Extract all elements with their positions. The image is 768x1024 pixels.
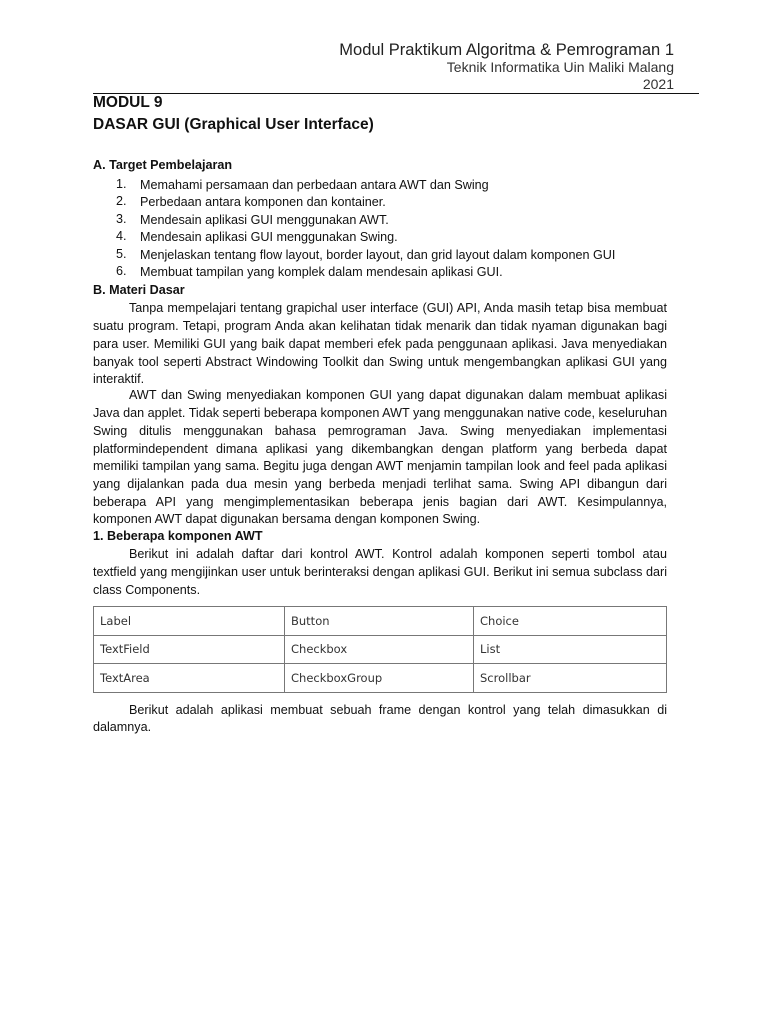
header-course-title: Modul Praktikum Algoritma & Pemrograman 1 <box>339 41 674 59</box>
module-number: MODUL 9 <box>93 94 163 111</box>
paragraph-line: platformindependent dimana aplikasi yang dikembangkan dengan platform yang berbeda dapat <box>93 442 667 456</box>
module-title: DASAR GUI (Graphical User Interface) <box>93 116 374 133</box>
paragraph-line: class Components. <box>93 583 201 597</box>
table-cell: Checkbox <box>285 635 474 664</box>
list-item-number: 1. <box>116 177 127 191</box>
table-cell: Label <box>94 607 285 636</box>
table-cell: TextArea <box>94 664 285 693</box>
header-year: 2021 <box>642 76 674 92</box>
table-cell: CheckboxGroup <box>285 664 474 693</box>
paragraph-line: textfield yang mengijinkan user untuk berinteraksi dengan aplikasi GUI. Berikut ini semua subclass dari <box>93 565 667 579</box>
list-item-number: 3. <box>116 212 127 226</box>
awt-controls-table <box>93 606 667 693</box>
table-cell: Button <box>285 607 474 636</box>
paragraph-line: para user. Memiliki GUI yang baik dapat memberi efek pada penggunaan aplikasi. Java menyediakan <box>93 337 667 351</box>
section-b-heading: B. Materi Dasar <box>93 283 185 297</box>
paragraph-line: interaktif. <box>93 372 145 386</box>
paragraph-line: Swing ditulis menggunakan bahasa pemrograman Java. Swing menyediakan implementasi <box>93 424 667 438</box>
list-item: Mendesain aplikasi GUI menggunakan AWT. <box>140 213 389 227</box>
table-cell: Scrollbar <box>474 664 667 693</box>
section-1-heading: 1. Beberapa komponen AWT <box>93 529 263 543</box>
paragraph-line: yang dijalankan pada dua mesin yang berbeda menjadi terlihat sama. Swing API dibangun dari <box>93 477 667 491</box>
paragraph-line: Berikut adalah aplikasi membuat sebuah frame dengan kontrol yang telah dimasukkan di <box>129 703 667 717</box>
paragraph-line: Java dan applet. Tidak seperti beberapa komponen AWT yang menggunakan native code, keseluruhan <box>93 406 667 420</box>
table-cell: List <box>474 635 667 664</box>
section-a-heading: A. Target Pembelajaran <box>93 158 233 172</box>
table-cell: TextField <box>94 635 285 664</box>
paragraph-line: banyak tool seperti Abstract Windowing Toolkit dan Swing untuk mengembangkan aplikasi GUI yang <box>93 355 667 369</box>
table-row <box>94 664 667 693</box>
list-item: Membuat tampilan yang komplek dalam mendesain aplikasi GUI. <box>140 265 503 279</box>
list-item: Perbedaan antara komponen dan kontainer. <box>140 195 386 209</box>
table-cell: Choice <box>474 607 667 636</box>
header-department: Teknik Informatika Uin Maliki Malang <box>446 59 674 75</box>
paragraph-line: memiliki tampilan yang sama. Begitu juga dengan AWT menjamin tampilan look and feel pada aplikasi <box>93 459 667 473</box>
list-item-number: 5. <box>116 247 127 261</box>
list-item-number: 2. <box>116 194 127 208</box>
table-row <box>94 607 667 636</box>
paragraph-line: AWT dan Swing menyediakan komponen GUI yang dapat digunakan dalam membuat aplikasi <box>129 388 667 402</box>
paragraph-line: suatu program. Tetapi, program Anda akan kelihatan tidak menarik dan tidak nyaman digunakan bagi <box>93 319 667 333</box>
list-item: Mendesain aplikasi GUI menggunakan Swing. <box>140 230 398 244</box>
list-item-number: 4. <box>116 229 127 243</box>
paragraph-line: dalamnya. <box>93 720 152 734</box>
list-item: Memahami persamaan dan perbedaan antara AWT dan Swing <box>140 178 489 192</box>
table-row <box>94 635 667 664</box>
paragraph-line: Tanpa mempelajari tentang grapichal user interface (GUI) API, Anda masih tetap bisa membuat <box>129 301 667 315</box>
header-divider <box>93 93 699 94</box>
list-item: Menjelaskan tentang flow layout, border layout, dan grid layout dalam komponen GUI <box>140 248 616 262</box>
list-item-number: 6. <box>116 264 127 278</box>
paragraph-line: beberapa API yang mengimplementasikan beberapa jenis bagian dari AWT. Kesimpulannya, <box>93 495 667 509</box>
paragraph-line: komponen AWT dapat digunakan bersama dengan komponen Swing. <box>93 512 481 526</box>
paragraph-line: Berikut ini adalah daftar dari kontrol AWT. Kontrol adalah komponen seperti tombol atau <box>129 547 667 561</box>
